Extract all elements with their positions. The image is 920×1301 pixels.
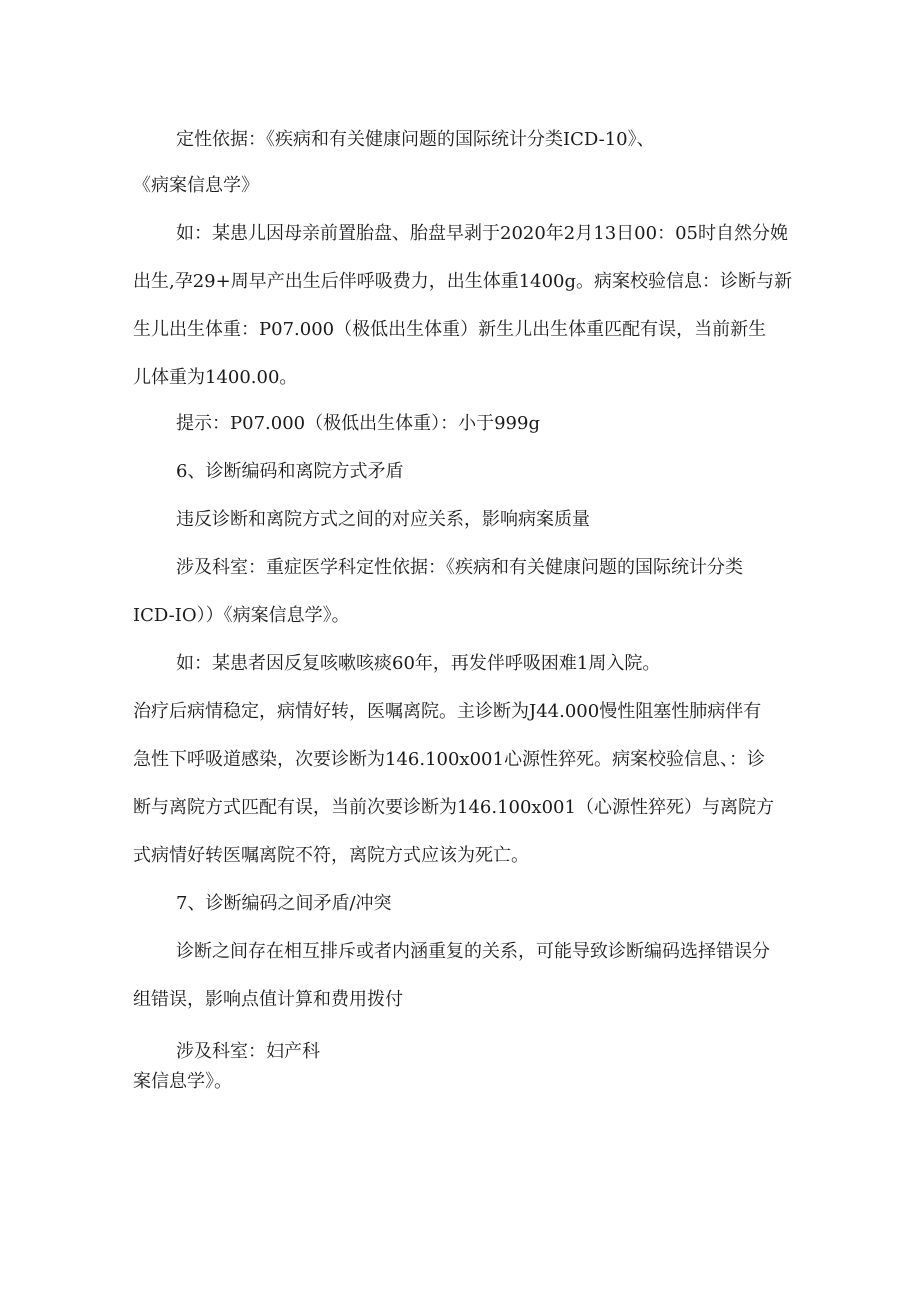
section-heading: 7、诊断编码之间矛盾/冲突 [176, 893, 392, 914]
section-heading: 6、诊断编码和离院方式矛盾 [176, 461, 404, 482]
text-line: 如：某患者因反复咳嗽咳痰60年，再发伴呼吸困难1周入院。 [176, 653, 661, 674]
text-line: 治疗后病情稳定，病情好转，医嘱离院。主诊断为J44.000慢性阻塞性肺病伴有 [133, 701, 762, 722]
text-line: 断与离院方式匹配有误，当前次要诊断为146.100x001（心源性猝死）与离院方 [133, 797, 774, 818]
text-line: 生儿出生体重：P07.000（极低出生体重）新生儿出生体重匹配有误，当前新生 [133, 319, 767, 340]
text-line: 儿体重为1400.00。 [133, 367, 298, 388]
text-line: 如：某患儿因母亲前置胎盘、胎盘早剥于2020年2月13日00：05时自然分娩 [176, 223, 788, 244]
text-line: 涉及科室：妇产科 [176, 1041, 320, 1062]
text-line: 式病情好转医嘱离院不符，离院方式应该为死亡。 [133, 845, 529, 866]
text-line: ICD-IO））《病案信息学》。 [133, 605, 350, 626]
text-line: 急性下呼吸道感染，次要诊断为146.100x001心源性猝死。病案校验信息、：诊 [133, 749, 765, 770]
text-line: 组错误，影响点值计算和费用拨付 [133, 989, 403, 1010]
text-line: 定性依据：《疾病和有关健康问题的国际统计分类ICD-10》、 [176, 129, 655, 150]
text-line: 出生,孕29+周早产出生后伴呼吸费力，出生体重1400g。病案校验信息：诊断与新 [133, 271, 793, 292]
text-line: 涉及科室：重症医学科定性依据：《疾病和有关健康问题的国际统计分类 [176, 557, 743, 578]
text-line: 诊断之间存在相互排斥或者内涵重复的关系，可能导致诊断编码选择错误分 [176, 941, 770, 962]
text-line: 案信息学》。 [133, 1071, 232, 1092]
text-line: 《病案信息学》 [133, 175, 259, 196]
text-line: 提示：P07.000（极低出生体重）：小于999g [176, 413, 540, 434]
text-line: 违反诊断和离院方式之间的对应关系，影响病案质量 [176, 509, 590, 530]
